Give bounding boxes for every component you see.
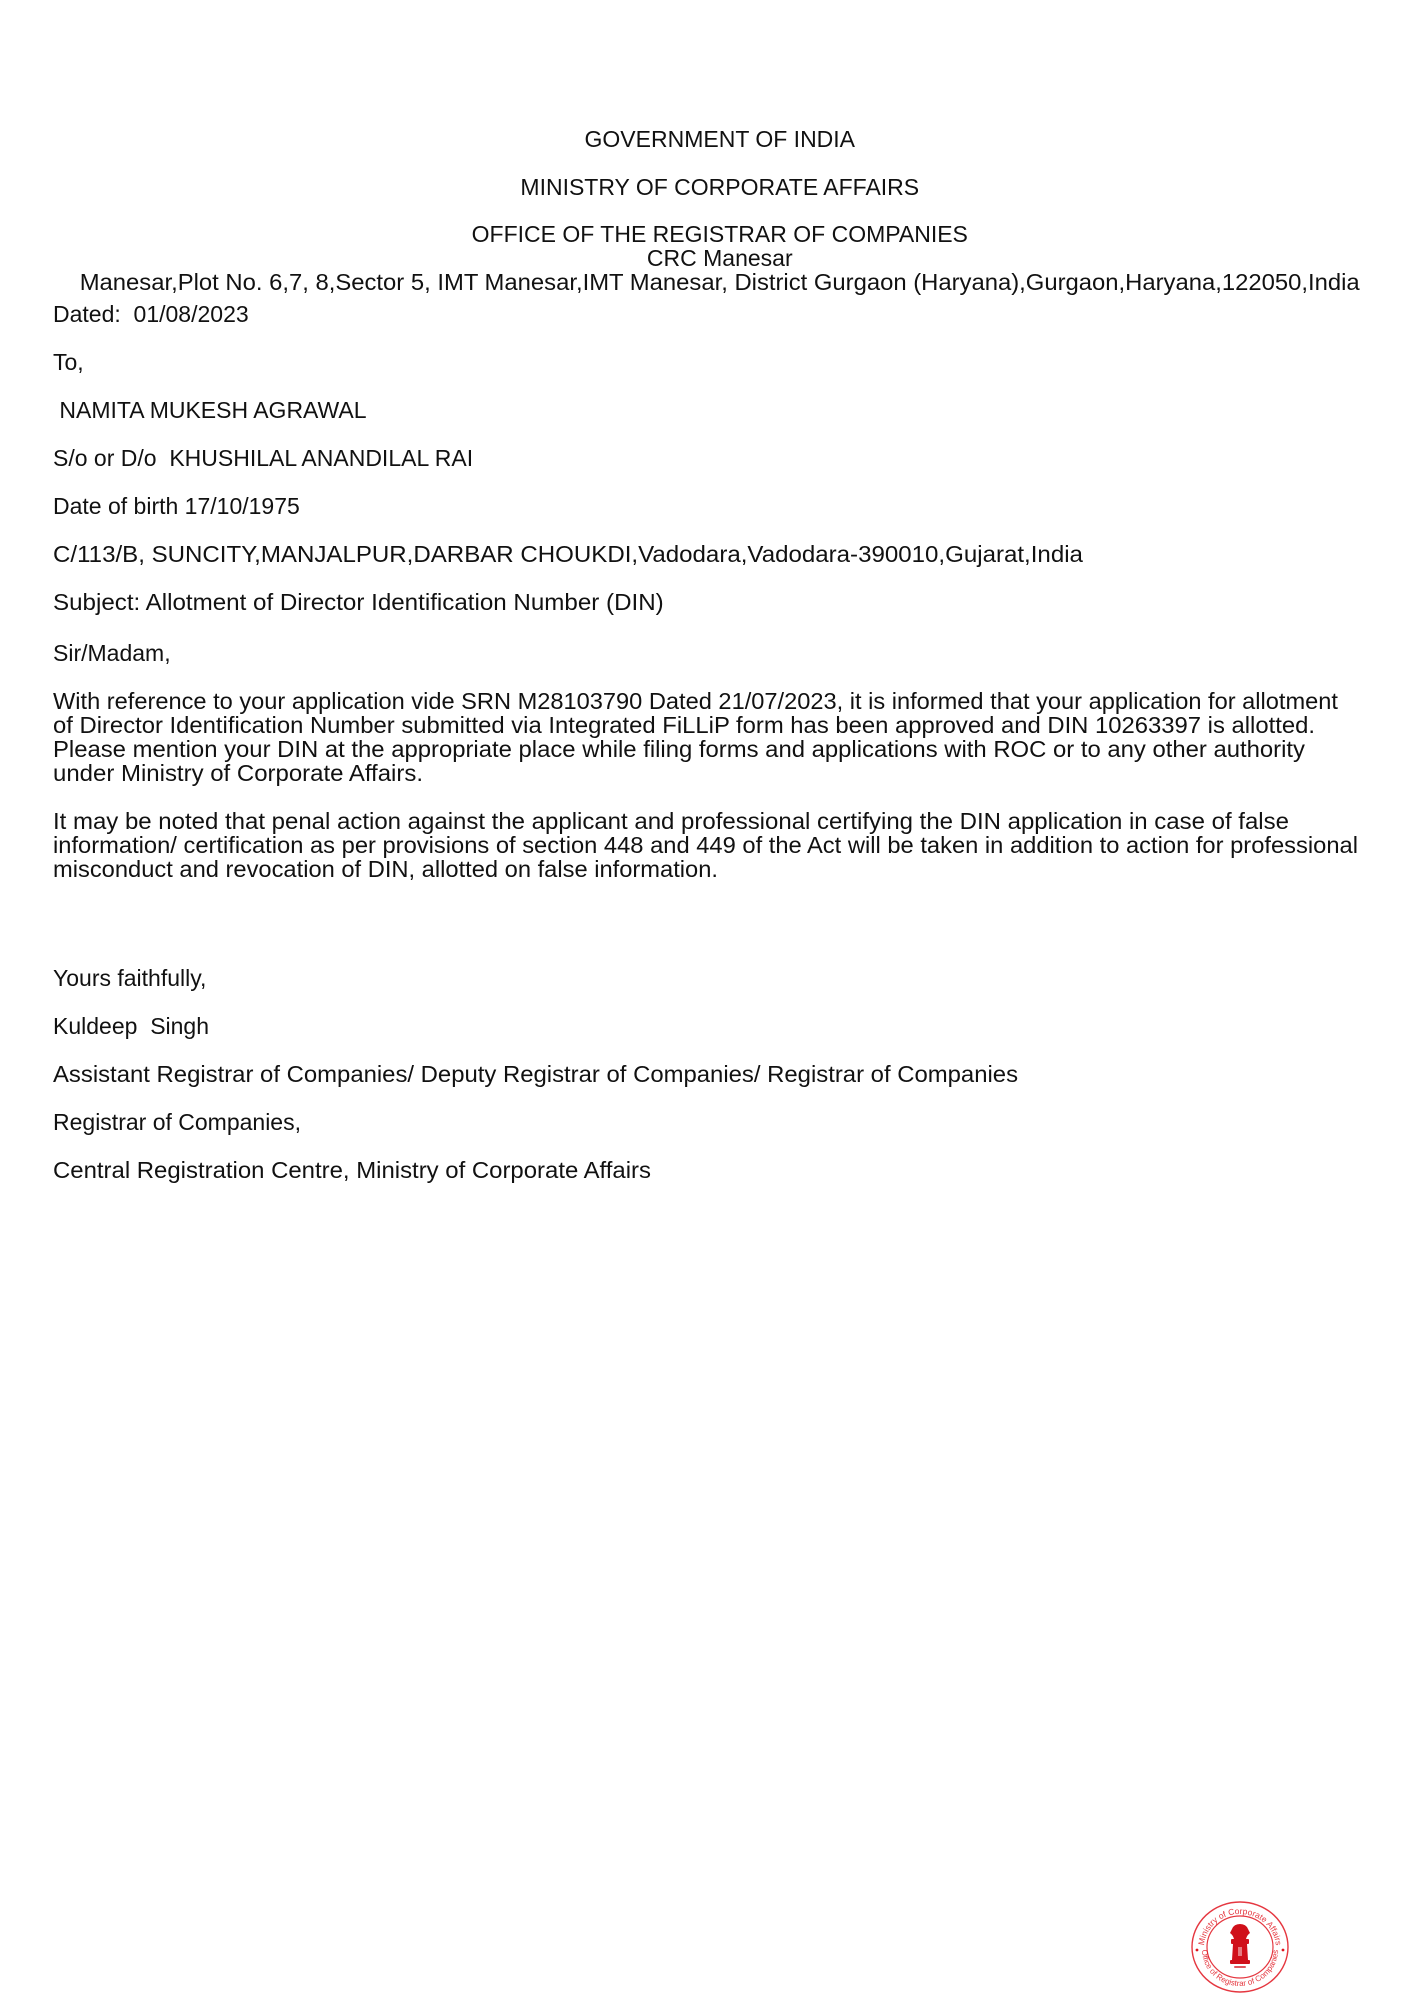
- paragraph-line: under Ministry of Corporate Affairs.: [53, 760, 424, 786]
- salutation: Sir/Madam,: [53, 640, 171, 666]
- signatory-designation: Assistant Registrar of Companies/ Deputy Registrar of Companies/ Registrar of Companies: [53, 1061, 1019, 1087]
- paragraph-line: With reference to your application vide SRN M28103790 Dated 21/07/2023, it is informed that your application for allotment: [53, 688, 1338, 714]
- recipient-name: NAMITA MUKESH AGRAWAL: [53, 397, 367, 423]
- header-office-text: OFFICE OF THE REGISTRAR OF COMPANIES: [471, 221, 968, 247]
- header-address-text: Manesar,Plot No. 6,7, 8,Sector 5, IMT Manesar,IMT Manesar, District Gurgaon (Haryana),Gurgaon,Haryana,122050,India: [79, 269, 1360, 295]
- seal-bottom-text: Office of Registrar of Companies: [1199, 1949, 1281, 1989]
- paragraph-line: It may be noted that penal action against the applicant and professional certifying the DIN application in case of false: [53, 808, 1289, 834]
- paragraph-line: Please mention your DIN at the appropriate place while filing forms and applications with ROC or to any other authority: [53, 736, 1305, 762]
- dated-line: Dated: 01/08/2023: [53, 301, 249, 327]
- paragraph-line: information/ certification as per provisions of section 448 and 449 of the Act will be taken in addition to action for professional: [53, 832, 1358, 858]
- recipient-dob: Date of birth 17/10/1975: [53, 493, 300, 519]
- header-crc-text: CRC Manesar: [646, 245, 793, 271]
- seal-emblem-icon: [1190, 1900, 1290, 1994]
- signatory-office: Registrar of Companies,: [53, 1109, 301, 1135]
- signatory-centre: Central Registration Centre, Ministry of Corporate Affairs: [53, 1157, 651, 1183]
- header-ministry-text: MINISTRY OF CORPORATE AFFAIRS: [520, 174, 920, 200]
- official-seal: [1190, 1900, 1290, 1994]
- signatory-name: Kuldeep Singh: [53, 1013, 210, 1039]
- seal-top-text: Ministry of Corporate Affairs: [1196, 1905, 1284, 1946]
- paragraph-line: misconduct and revocation of DIN, allotted on false information.: [53, 856, 718, 882]
- valediction: Yours faithfully,: [53, 965, 207, 991]
- recipient-address: C/113/B, SUNCITY,MANJALPUR,DARBAR CHOUKDI,Vadodara,Vadodara-390010,Gujarat,India: [53, 541, 1083, 567]
- paragraph-line: of Director Identification Number submitted via Integrated FiLLiP form has been approved and DIN 10263397 is allotted.: [53, 712, 1315, 738]
- subject-line: Subject: Allotment of Director Identification Number (DIN): [53, 589, 664, 615]
- header-government-text: GOVERNMENT OF INDIA: [584, 126, 856, 152]
- paragraph-din-allotment: [53, 688, 1338, 786]
- paragraph-penal-action: [53, 808, 1358, 882]
- recipient-relation: S/o or D/o KHUSHILAL ANANDILAL RAI: [53, 445, 474, 471]
- to-line: To,: [53, 349, 84, 375]
